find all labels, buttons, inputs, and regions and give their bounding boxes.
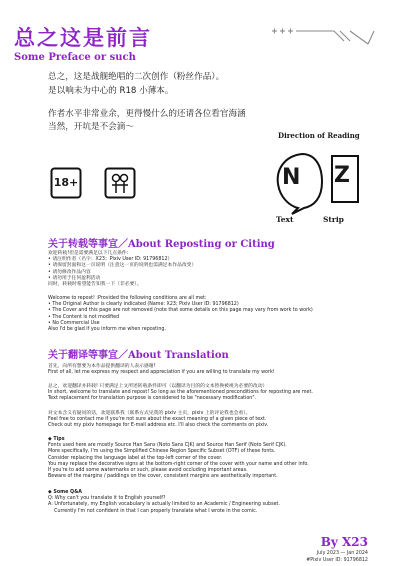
text-line: Check out my pixiv homepage for E-mail address etc. I'll also check the comments on pixiv. xyxy=(48,423,269,429)
qa-title: ◆ Some Q&A xyxy=(48,490,83,495)
text-line: First of all, let me express my respect and appreciation if you are willing to translate my work! xyxy=(48,370,275,376)
text-line: • The Content is not modified xyxy=(48,314,120,320)
text-line: Fonts used here are mostly Source Han Sans (Noto Sans CJK) and Source Han Serif (Noto Serif CJK). xyxy=(48,443,287,449)
qa-block xyxy=(48,490,280,515)
text-line: Welcome to repost! :Provided the following conditions are all met: xyxy=(48,296,207,301)
page-subtitle: Some Preface or such xyxy=(14,52,136,63)
intro-line-1: 总之，这是战舰绝唱的二次创作（粉丝作品）。 xyxy=(48,72,225,82)
rating-18-label: 18+ xyxy=(53,176,79,189)
intro-line-3: 作者水平非常业余，更得慢什么的还请各位看官海涵 xyxy=(48,109,246,119)
translation-heading: 关于翻译等事宜／About Translation xyxy=(48,350,229,361)
reposting-heading: 关于转载等事宜／About Reposting or Citing xyxy=(48,239,275,250)
text-line: 对文本含义有疑问的话，欢迎联系我（联系方式见我的 pixiv 主页，pixiv 上的评论我也会看）。 xyxy=(48,411,251,416)
strip-direction-z-icon: Z xyxy=(334,163,350,188)
reposting-en-block xyxy=(48,296,313,333)
text-direction-n-icon: N xyxy=(282,165,301,190)
author-signature: By X23 xyxy=(320,535,368,549)
text-line: • 请保留封面和这一页说明（注意这一页的说明也需满足本作品改变） xyxy=(48,263,197,269)
translation-block-a xyxy=(48,364,275,376)
text-line: You may replace the decorative signs at the bottom-right corner of the cover with your name and other info. xyxy=(48,461,309,467)
text-line: Currently I'm not confident in that I can properly translate what I wrote in the comic. xyxy=(48,508,258,514)
text-line: Q: Why can't you translate it to English yourself? xyxy=(48,496,166,502)
text-line: • The Cover and this page are not removed (note that some details on this page may vary from work to work) xyxy=(48,308,313,314)
strip-label: Strip xyxy=(323,215,344,224)
text-line: In short, welcome to translate and repost! So long as the aforementioned preconditions for reposting are met. xyxy=(48,390,313,396)
text-line: Beware of the margins / paddings on the cover, consistent margins are aesthetically important. xyxy=(48,474,278,480)
text-line: Also I'd be glad if you inform me when reposting. xyxy=(48,326,166,332)
text-line: • No Commercial Use xyxy=(48,320,100,326)
text-line: • 请勿用于任何盈利活动 xyxy=(48,275,101,281)
text-line: • 请注明作者（名字：X23；Pixiv User ID: 91796812） xyxy=(48,257,173,263)
page-title: 总之这是前言 xyxy=(14,26,152,50)
decorative-arrows-icon xyxy=(272,28,382,46)
text-line: 总之，欢迎翻译并转载! 只要满足上文所述转载条件即可（以翻译为目的的文本替换被视为必要的改动） xyxy=(48,384,268,389)
text-line: 同时，转载时希望能告知我一下（非必要）。 xyxy=(48,281,142,287)
text-line: Consider replacing the language label at the top-left corner of the cover. xyxy=(48,455,223,461)
text-line: More specifically, I'm using the Simplified Chinese Region Specific Subset (OTF) of these fonts. xyxy=(48,449,276,455)
text-line: A: Unfortunately, my English vocabulary is actually limited to an Academic / Engineering subset. xyxy=(48,502,280,508)
translation-block-b xyxy=(48,384,313,403)
direction-of-reading-label: Direction of Reading xyxy=(278,131,360,140)
text-label: Text xyxy=(276,215,294,224)
text-line: Text replacement for translation purpose is considered to be "necessary modification". xyxy=(48,396,257,402)
intro-line-4: 当然，开坑是不会滴～ xyxy=(48,122,134,132)
tips-title: ◆ Tips xyxy=(48,437,65,442)
intro-line-2: 是以响未为中心的 R18 小薄本。 xyxy=(48,86,174,96)
yuri-couple-icon xyxy=(104,167,136,199)
reposting-cn-block xyxy=(48,251,196,288)
text-line: • 请勿修改作品内容 xyxy=(48,269,91,275)
text-line: • The Original Author is clearly indicated (Name: X23; Pixiv User ID: 91796812) xyxy=(48,302,239,308)
tips-block xyxy=(48,437,309,480)
text-line: If you're to add some watermarks or such, please avoid occluding important areas. xyxy=(48,467,248,473)
pixiv-id: #Pixiv User ID: 91796812 xyxy=(306,558,368,563)
date-range: July 2023 — Jan 2024 xyxy=(316,551,368,556)
translation-block-c xyxy=(48,411,268,430)
text-line: Feel free to contact me if you're not sure about the exact meaning of a given piece of text. xyxy=(48,417,267,423)
text-line: 欢迎转载!但是需要满足以下几点条件： xyxy=(48,251,132,256)
text-line: 首先，向所有想要为本作品提供翻译的人表示感谢! xyxy=(48,364,156,369)
